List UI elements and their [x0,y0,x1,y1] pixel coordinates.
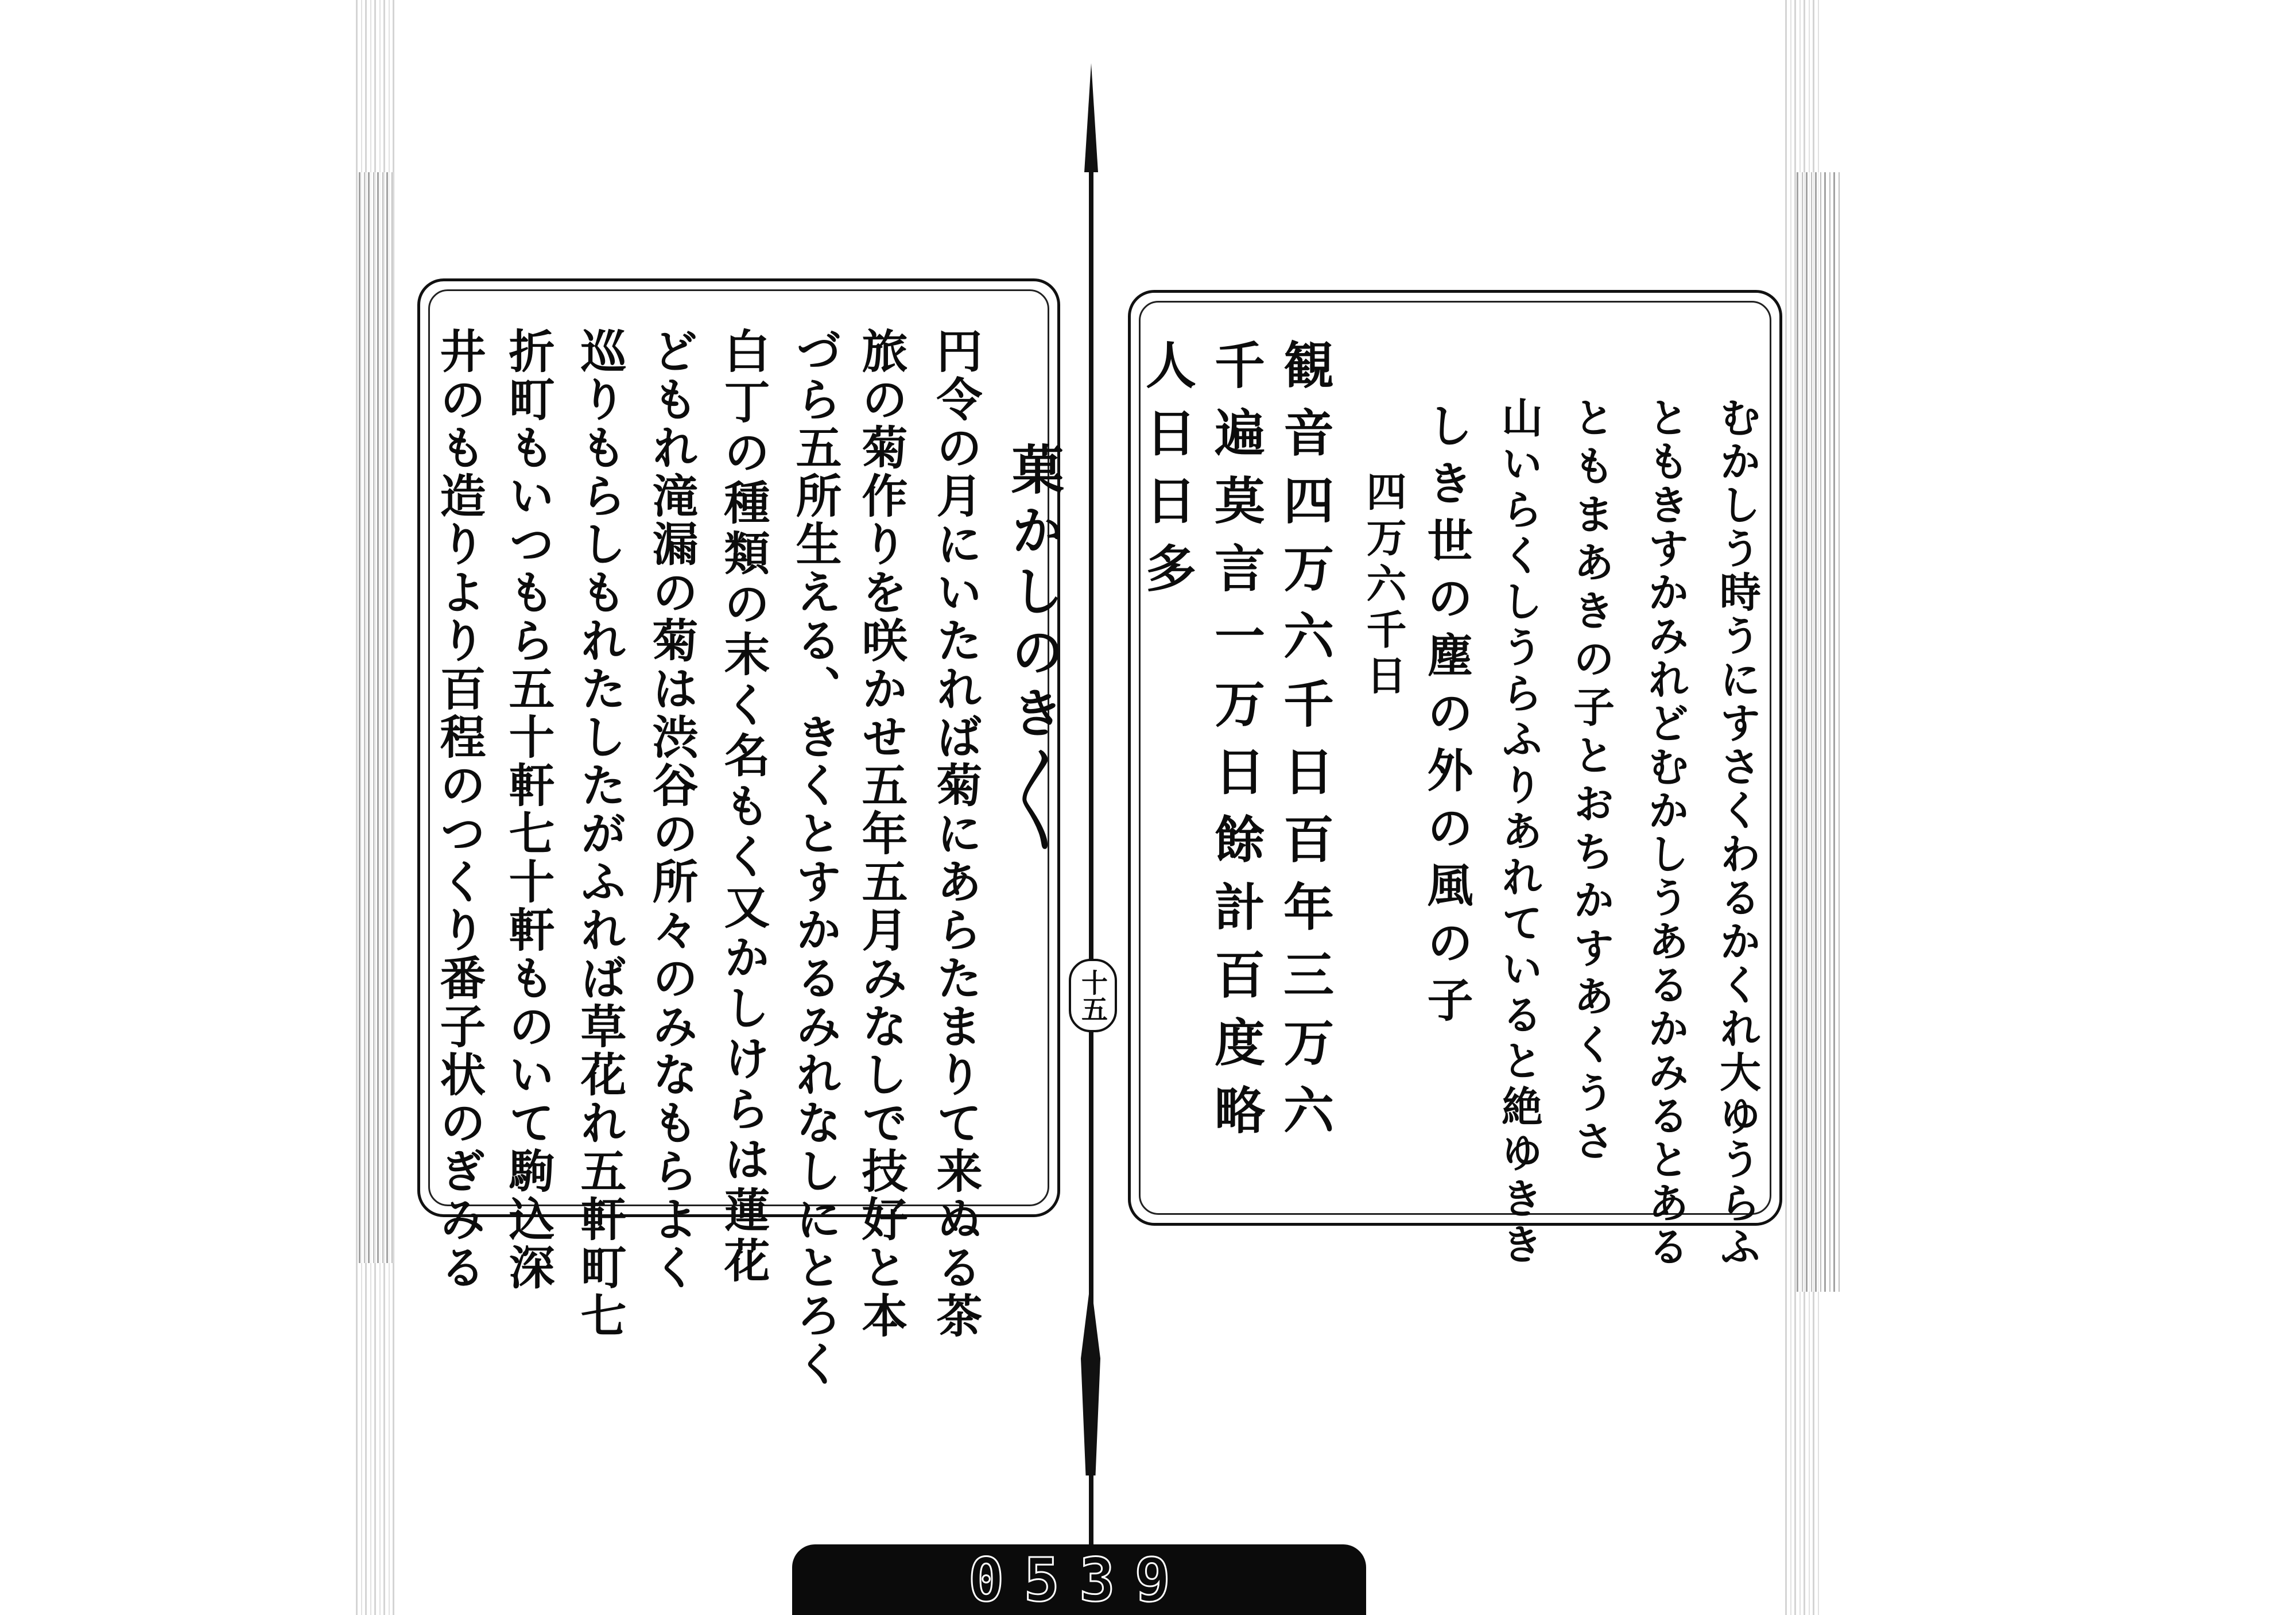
right-column-3: ともまあきの子とおちかすあくうさ [1566,396,1615,1168]
left-heading: 菓かしのき〳〵 [1003,442,1065,860]
left-column-1: 円令の月にいたれば菊にあらたまりて来ぬる茶 [929,327,983,1340]
left-column-3: づら五所生える、きくとすかるみれなしにとろく [788,327,842,1388]
right-column-5: しき世の塵の外の風の子 [1420,402,1473,1033]
right-column-8: 人日日多 [1138,339,1197,610]
left-column-4: 白丁の種類の末く名もく又かしけらは蓮花 [716,327,770,1287]
left-column-2: 旅の菊作りを咲かせ五年五月みなしで技好と本 [854,327,908,1340]
archive-number: 0539 [968,1544,1190,1615]
right-column-1: むかしう時うにすさくわるかくれ大ゆうらふ [1713,396,1762,1269]
scan-edge-right-dark [1797,172,1843,1292]
left-column-8: 井のも造りより百程のつくり番子状のぎみる [432,327,486,1292]
right-column-6: 観音四万六千日百年三万六 [1275,339,1335,1152]
left-column-6: 巡りもらしもれたしたがふれば草花れ五軒町七 [573,327,627,1340]
scan-edge-left-dark [359,172,393,1263]
right-column-4: 山いらくしうらふりあれていると絶ゆきき [1495,396,1543,1269]
left-column-5: どもれ滝漏の菊は渋谷の所々のみなもらよく [645,327,699,1292]
left-column-7: 折町もいつもら五十軒七十軒ものいて駒込深 [501,327,555,1292]
book-spine [1084,63,1097,1556]
right-column-2: ともきすかみれどむかしうあるかみるとある [1641,396,1690,1269]
archive-label [792,1544,1366,1615]
leaf-number: 十五 [1069,959,1117,1032]
right-subheading: 四万六千日 [1360,471,1407,700]
spine-bulge [1081,1280,1100,1475]
right-column-7: 千遍莫言一万日餘計百度略 [1207,339,1266,1152]
